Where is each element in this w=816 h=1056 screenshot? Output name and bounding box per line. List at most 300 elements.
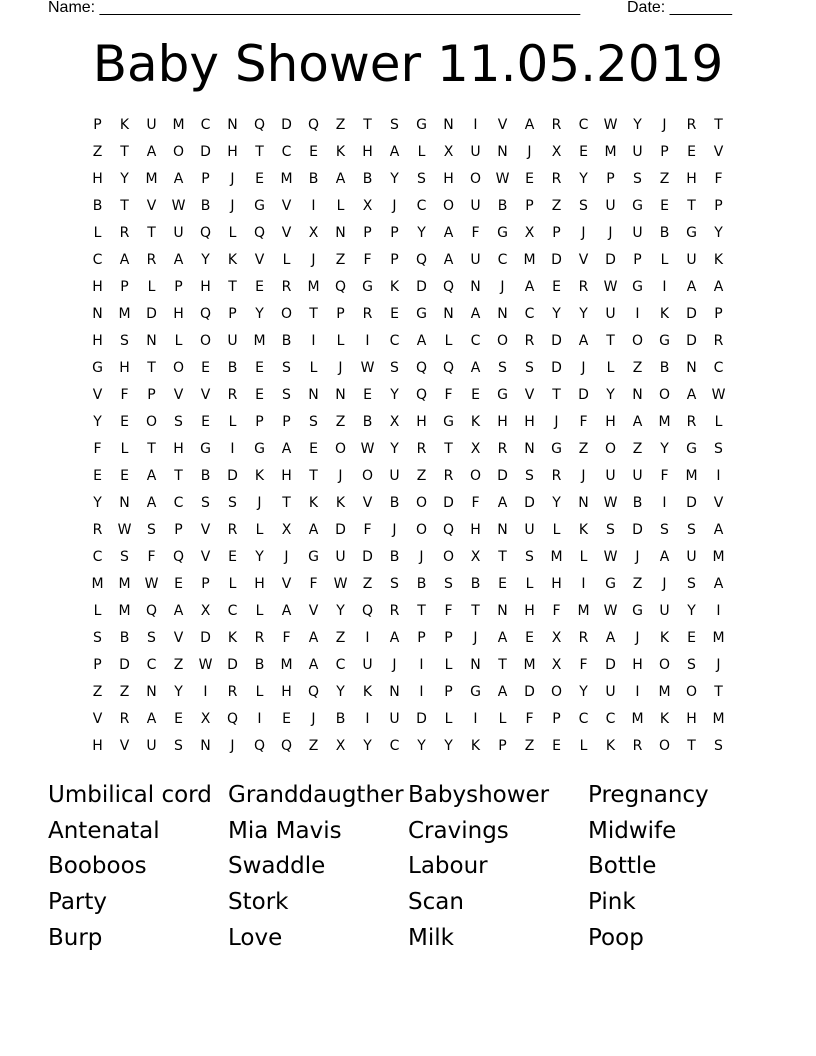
word-list-item: Stork: [228, 889, 289, 916]
word-list-item: Babyshower: [408, 782, 550, 808]
grid-letter: G: [254, 441, 265, 457]
grid-letter: X: [281, 522, 292, 538]
grid-letter: I: [365, 630, 370, 646]
grid-letter: V: [713, 495, 724, 511]
word-list-item: Booboos: [48, 853, 147, 880]
grid-letter: R: [389, 603, 400, 619]
grid-letter: Q: [415, 387, 428, 403]
grid-letter: S: [147, 630, 156, 646]
grid-letter: R: [119, 225, 130, 241]
grid-letter: S: [174, 738, 183, 754]
grid-letter: N: [146, 333, 157, 349]
grid-letter: G: [551, 441, 562, 457]
grid-letter: R: [686, 414, 697, 430]
grid-letter: O: [658, 387, 671, 403]
grid-letter: Y: [714, 225, 723, 241]
grid-letter: Y: [660, 441, 669, 457]
grid-letter: M: [712, 630, 725, 646]
grid-letter: E: [363, 387, 372, 403]
grid-letter: Z: [632, 360, 643, 376]
grid-letter: C: [713, 360, 724, 376]
grid-letter: M: [523, 657, 536, 673]
grid-letter: C: [281, 144, 292, 160]
grid-letter: C: [200, 117, 211, 133]
grid-letter: Z: [335, 414, 346, 430]
grid-letter: C: [335, 657, 346, 673]
grid-letter: U: [146, 117, 157, 133]
grid-letter: D: [362, 549, 373, 565]
grid-letter: Q: [199, 225, 212, 241]
grid-letter: Y: [201, 252, 210, 268]
grid-letter: Y: [93, 414, 102, 430]
grid-letter: B: [281, 333, 292, 349]
grid-letter: D: [551, 252, 562, 268]
grid-letter: K: [470, 738, 481, 754]
grid-letter: J: [230, 171, 235, 187]
grid-letter: L: [336, 333, 345, 349]
grid-letter: J: [635, 630, 640, 646]
grid-letter: X: [551, 630, 562, 646]
grid-letter: J: [716, 657, 721, 673]
grid-letter: R: [227, 684, 238, 700]
grid-letter: J: [392, 522, 397, 538]
grid-letter: D: [227, 468, 238, 484]
grid-letter: W: [198, 657, 213, 673]
grid-letter: V: [308, 603, 319, 619]
grid-letter: X: [308, 225, 319, 241]
grid-letter: S: [525, 468, 534, 484]
grid-letter: V: [200, 387, 211, 403]
grid-letter: G: [659, 333, 670, 349]
grid-letter: R: [146, 252, 157, 268]
grid-letter: Q: [307, 684, 320, 700]
grid-letter: L: [606, 360, 615, 376]
grid-letter: I: [662, 279, 667, 295]
grid-letter: J: [338, 468, 343, 484]
grid-letter: M: [604, 144, 617, 160]
grid-letter: T: [714, 684, 723, 700]
grid-letter: J: [230, 198, 235, 214]
grid-letter: R: [416, 441, 427, 457]
grid-letter: X: [524, 225, 535, 241]
grid-letter: E: [174, 576, 183, 592]
grid-letter: V: [173, 387, 184, 403]
grid-letter: X: [470, 441, 481, 457]
grid-letter: E: [498, 576, 507, 592]
letter-grid: [84, 112, 732, 760]
grid-letter: S: [687, 657, 696, 673]
grid-letter: L: [552, 522, 561, 538]
grid-letter: S: [606, 522, 615, 538]
grid-letter: A: [281, 441, 292, 457]
grid-letter: D: [200, 144, 211, 160]
grid-letter: N: [389, 684, 400, 700]
grid-letter: V: [281, 198, 292, 214]
grid-letter: M: [172, 117, 185, 133]
grid-letter: Y: [417, 225, 426, 241]
grid-letter: A: [686, 387, 697, 403]
grid-letter: Q: [442, 279, 455, 295]
grid-letter: E: [255, 171, 264, 187]
grid-letter: A: [443, 225, 454, 241]
grid-letter: P: [390, 225, 399, 241]
grid-letter: D: [416, 279, 427, 295]
grid-letter: J: [581, 225, 586, 241]
grid-letter: D: [551, 333, 562, 349]
grid-letter: O: [658, 738, 671, 754]
grid-letter: P: [363, 225, 372, 241]
grid-letter: N: [119, 495, 130, 511]
grid-letter: U: [632, 468, 643, 484]
grid-letter: R: [362, 306, 373, 322]
grid-letter: B: [119, 630, 130, 646]
grid-letter: T: [417, 603, 426, 619]
grid-letter: P: [714, 306, 723, 322]
grid-letter: J: [392, 198, 397, 214]
grid-letter: M: [280, 171, 293, 187]
grid-letter: H: [362, 144, 373, 160]
grid-letter: J: [473, 630, 478, 646]
grid-letter: B: [497, 198, 508, 214]
grid-letter: T: [498, 657, 507, 673]
grid-letter: G: [200, 441, 211, 457]
grid-letter: D: [524, 684, 535, 700]
grid-letter: Z: [119, 684, 130, 700]
grid-letter: B: [416, 576, 427, 592]
grid-letter: J: [311, 252, 316, 268]
grid-letter: B: [632, 495, 643, 511]
grid-letter: U: [605, 684, 616, 700]
grid-letter: O: [550, 684, 563, 700]
grid-letter: T: [282, 495, 291, 511]
grid-letter: P: [714, 198, 723, 214]
grid-letter: V: [200, 549, 211, 565]
grid-letter: W: [603, 549, 618, 565]
grid-letter: T: [498, 549, 507, 565]
grid-letter: E: [255, 360, 264, 376]
grid-letter: I: [716, 603, 721, 619]
grid-letter: Y: [363, 738, 372, 754]
grid-letter: Y: [417, 738, 426, 754]
grid-letter: E: [309, 441, 318, 457]
grid-letter: U: [659, 603, 670, 619]
word-list-item: Granddaugther: [228, 782, 404, 808]
grid-letter: L: [228, 225, 237, 241]
grid-letter: B: [659, 225, 670, 241]
grid-letter: S: [174, 414, 183, 430]
grid-letter: M: [712, 711, 725, 727]
grid-letter: G: [632, 279, 643, 295]
grid-letter: L: [525, 576, 534, 592]
grid-letter: E: [525, 630, 534, 646]
grid-letter: M: [91, 576, 104, 592]
grid-letter: X: [551, 657, 562, 673]
word-list-item: Umbilical cord: [48, 782, 212, 808]
grid-letter: Y: [255, 306, 264, 322]
grid-letter: M: [307, 279, 320, 295]
grid-letter: L: [120, 441, 129, 457]
grid-letter: E: [282, 711, 291, 727]
grid-letter: P: [498, 738, 507, 754]
grid-letter: U: [605, 306, 616, 322]
grid-letter: A: [389, 144, 400, 160]
grid-letter: S: [525, 360, 534, 376]
grid-letter: L: [714, 414, 723, 430]
grid-letter: T: [309, 468, 318, 484]
grid-letter: R: [524, 333, 535, 349]
word-list-item: Swaddle: [228, 853, 326, 880]
grid-letter: Q: [280, 738, 293, 754]
grid-letter: B: [389, 495, 400, 511]
grid-letter: O: [172, 144, 185, 160]
grid-letter: A: [659, 549, 670, 565]
grid-letter: K: [119, 117, 130, 133]
grid-letter: X: [200, 603, 211, 619]
grid-letter: R: [254, 630, 265, 646]
word-list-item: Poop: [588, 924, 644, 951]
grid-letter: S: [498, 360, 507, 376]
grid-letter: U: [362, 657, 373, 673]
word-list-item: Milk: [408, 924, 454, 951]
grid-letter: J: [257, 495, 262, 511]
grid-letter: V: [92, 387, 103, 403]
grid-letter: G: [443, 414, 454, 430]
grid-letter: T: [687, 198, 696, 214]
grid-letter: M: [577, 603, 590, 619]
grid-letter: J: [284, 549, 289, 565]
grid-letter: J: [338, 360, 343, 376]
grid-letter: U: [686, 252, 697, 268]
grid-letter: H: [470, 522, 481, 538]
grid-letter: T: [120, 198, 129, 214]
grid-letter: E: [579, 144, 588, 160]
grid-letter: X: [200, 711, 211, 727]
grid-letter: Z: [578, 441, 589, 457]
grid-letter: U: [605, 468, 616, 484]
grid-letter: N: [92, 306, 103, 322]
grid-letter: D: [146, 306, 157, 322]
grid-letter: G: [362, 279, 373, 295]
grid-letter: S: [714, 738, 723, 754]
grid-letter: B: [200, 468, 211, 484]
grid-letter: H: [605, 414, 616, 430]
grid-letter: I: [257, 711, 262, 727]
grid-letter: P: [93, 117, 102, 133]
grid-letter: F: [282, 630, 291, 646]
name-field: Name: ______________________________________________________: [48, 0, 581, 16]
grid-letter: H: [416, 414, 427, 430]
grid-letter: Z: [362, 576, 373, 592]
grid-letter: L: [579, 549, 588, 565]
grid-letter: F: [471, 495, 480, 511]
grid-letter: S: [390, 360, 399, 376]
grid-letter: D: [605, 657, 616, 673]
grid-letter: V: [173, 630, 184, 646]
grid-letter: W: [603, 279, 618, 295]
grid-letter: V: [281, 576, 292, 592]
word-list: [48, 778, 768, 956]
grid-letter: R: [497, 441, 508, 457]
word-list-item: Burp: [48, 924, 103, 951]
grid-letter: L: [498, 711, 507, 727]
grid-letter: M: [118, 576, 131, 592]
grid-letter: Y: [552, 306, 561, 322]
grid-letter: R: [713, 333, 724, 349]
grid-letter: C: [578, 711, 589, 727]
grid-letter: R: [227, 522, 238, 538]
grid-letter: E: [255, 279, 264, 295]
grid-letter: V: [362, 495, 373, 511]
grid-letter: A: [686, 279, 697, 295]
grid-letter: U: [227, 333, 238, 349]
grid-letter: Q: [415, 252, 428, 268]
grid-letter: K: [389, 279, 400, 295]
grid-letter: Z: [335, 630, 346, 646]
grid-letter: C: [470, 333, 481, 349]
grid-letter: D: [416, 711, 427, 727]
grid-letter: W: [117, 522, 132, 538]
grid-letter: F: [579, 657, 588, 673]
grid-letter: P: [390, 252, 399, 268]
grid-letter: L: [579, 738, 588, 754]
grid-letter: N: [470, 279, 481, 295]
grid-letter: H: [92, 333, 103, 349]
grid-letter: Z: [92, 144, 103, 160]
grid-letter: L: [660, 252, 669, 268]
grid-letter: G: [470, 684, 481, 700]
grid-letter: B: [389, 549, 400, 565]
grid-letter: V: [146, 198, 157, 214]
grid-letter: U: [632, 144, 643, 160]
grid-letter: I: [203, 684, 208, 700]
grid-letter: J: [554, 414, 559, 430]
grid-letter: D: [227, 657, 238, 673]
grid-letter: N: [443, 306, 454, 322]
grid-letter: K: [659, 711, 670, 727]
grid-letter: S: [282, 387, 291, 403]
grid-letter: D: [578, 387, 589, 403]
grid-letter: C: [389, 333, 400, 349]
grid-letter: F: [525, 711, 534, 727]
grid-letter: T: [147, 441, 156, 457]
grid-letter: T: [309, 306, 318, 322]
grid-letter: W: [360, 441, 375, 457]
grid-letter: S: [282, 360, 291, 376]
grid-letter: A: [470, 360, 481, 376]
grid-letter: K: [713, 252, 724, 268]
grid-letter: M: [658, 684, 671, 700]
grid-letter: Y: [633, 117, 642, 133]
grid-letter: G: [686, 441, 697, 457]
grid-letter: L: [93, 225, 102, 241]
grid-letter: G: [497, 387, 508, 403]
grid-letter: D: [335, 522, 346, 538]
grid-letter: B: [335, 711, 346, 727]
grid-letter: K: [227, 252, 238, 268]
grid-letter: C: [146, 657, 157, 673]
grid-letter: E: [552, 738, 561, 754]
grid-letter: D: [497, 468, 508, 484]
grid-letter: E: [390, 306, 399, 322]
grid-letter: R: [551, 468, 562, 484]
grid-letter: F: [363, 522, 372, 538]
grid-letter: V: [713, 144, 724, 160]
grid-letter: B: [659, 360, 670, 376]
grid-letter: W: [333, 576, 348, 592]
grid-letter: Y: [255, 549, 264, 565]
grid-letter: A: [713, 279, 724, 295]
grid-letter: H: [632, 657, 643, 673]
grid-letter: S: [660, 522, 669, 538]
grid-letter: C: [389, 738, 400, 754]
grid-letter: H: [281, 684, 292, 700]
grid-letter: R: [92, 522, 103, 538]
grid-letter: W: [603, 603, 618, 619]
grid-letter: A: [308, 657, 319, 673]
grid-letter: M: [550, 549, 563, 565]
grid-letter: H: [281, 468, 292, 484]
grid-letter: Q: [172, 549, 185, 565]
grid-letter: Y: [390, 171, 399, 187]
grid-letter: W: [360, 360, 375, 376]
grid-letter: Y: [120, 171, 129, 187]
grid-letter: G: [605, 576, 616, 592]
grid-letter: S: [120, 333, 129, 349]
grid-letter: H: [524, 603, 535, 619]
grid-letter: P: [444, 630, 453, 646]
grid-letter: V: [200, 522, 211, 538]
grid-letter: J: [392, 657, 397, 673]
grid-letter: O: [604, 441, 617, 457]
grid-letter: A: [497, 684, 508, 700]
grid-letter: U: [524, 522, 535, 538]
grid-letter: Q: [253, 225, 266, 241]
grid-letter: B: [200, 198, 211, 214]
word-list-item: Mia Mavis: [228, 817, 342, 844]
grid-letter: R: [227, 387, 238, 403]
grid-letter: S: [687, 576, 696, 592]
grid-letter: T: [444, 441, 453, 457]
grid-letter: O: [145, 414, 158, 430]
grid-letter: C: [173, 495, 184, 511]
grid-letter: N: [200, 738, 211, 754]
grid-letter: D: [686, 333, 697, 349]
grid-letter: P: [93, 657, 102, 673]
grid-letter: H: [92, 171, 103, 187]
grid-letter: D: [632, 522, 643, 538]
grid-letter: L: [93, 603, 102, 619]
grid-letter: E: [552, 279, 561, 295]
grid-letter: F: [309, 576, 318, 592]
grid-letter: I: [635, 684, 640, 700]
grid-letter: O: [496, 333, 509, 349]
page-title: Baby Shower 11.05.2019: [92, 35, 724, 93]
grid-letter: J: [527, 144, 532, 160]
grid-letter: X: [551, 144, 562, 160]
grid-letter: F: [714, 171, 723, 187]
grid-letter: J: [581, 360, 586, 376]
grid-letter: L: [309, 360, 318, 376]
grid-letter: A: [416, 333, 427, 349]
grid-letter: J: [635, 549, 640, 565]
grid-letter: H: [227, 144, 238, 160]
grid-letter: J: [662, 117, 667, 133]
grid-letter: R: [578, 630, 589, 646]
grid-letter: A: [497, 630, 508, 646]
grid-letter: P: [120, 279, 129, 295]
grid-letter: I: [581, 576, 586, 592]
grid-letter: G: [308, 549, 319, 565]
